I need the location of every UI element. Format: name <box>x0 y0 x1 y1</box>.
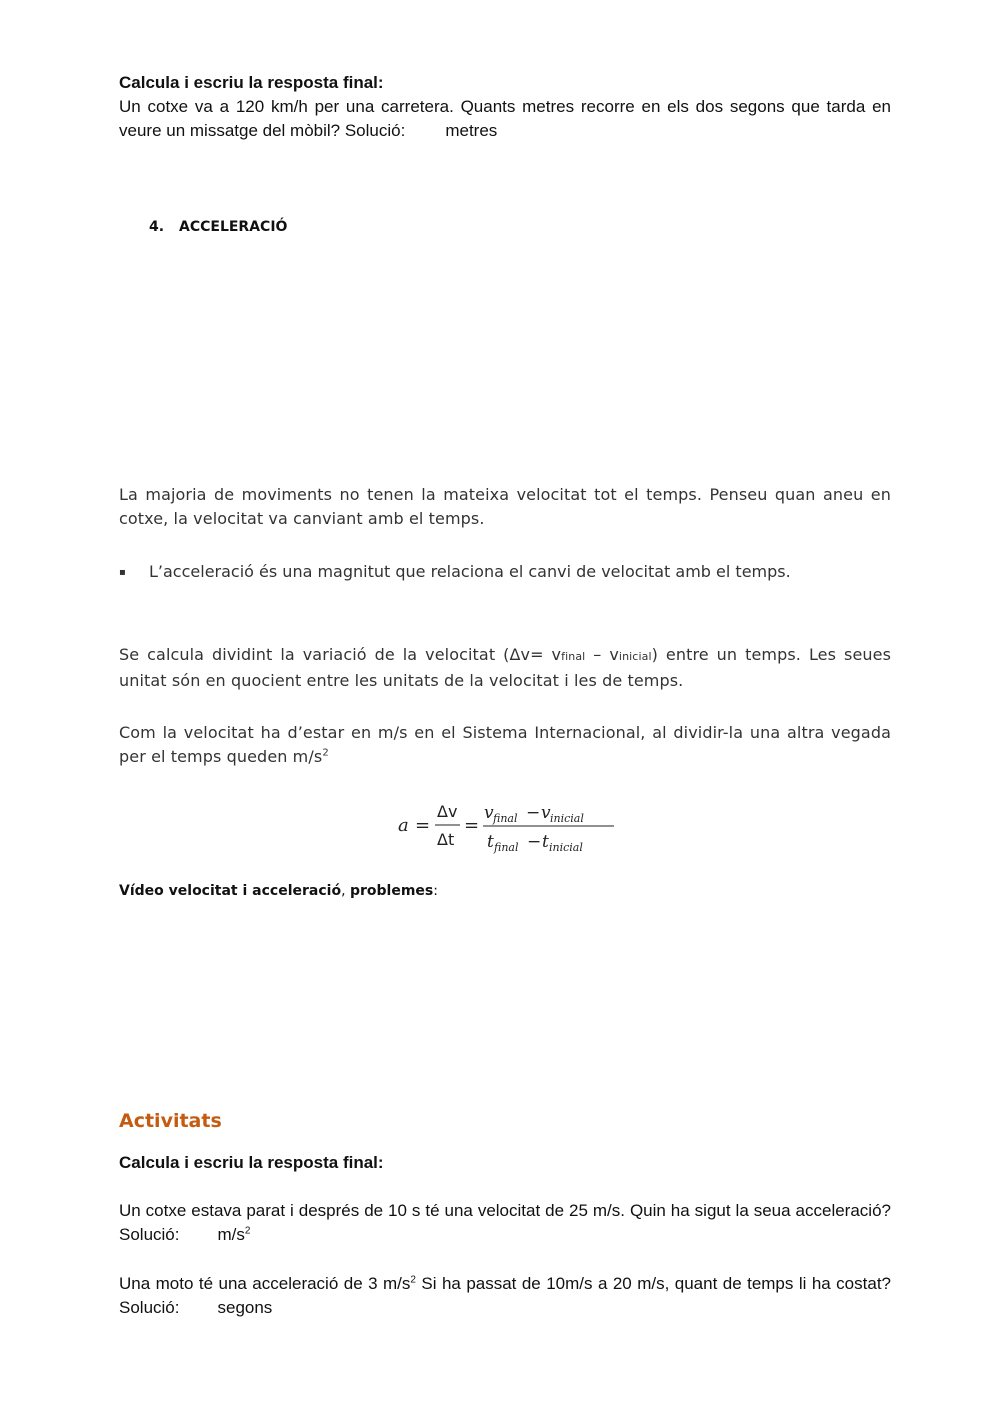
formula-delta-t: Δt <box>437 830 455 849</box>
formula-delta-v: Δv <box>437 802 458 821</box>
formula-a: a <box>398 815 409 836</box>
heading-title: ACCELERACIÓ <box>179 219 288 235</box>
question-body-3a: Una moto té una acceleració de 3 m/s <box>119 1274 411 1293</box>
bullet-item <box>119 562 791 581</box>
question-text <box>119 95 891 143</box>
formula-v-final: v <box>484 803 494 823</box>
subscript-final: final <box>561 650 586 663</box>
video-problems: problemes <box>349 883 434 899</box>
formula-v-inicial: v <box>541 803 551 823</box>
video-colon: : <box>433 883 438 899</box>
question-body-3-sup: 2 <box>410 1274 416 1286</box>
para2-text-2: – v <box>585 645 619 664</box>
para3-superscript: 2 <box>322 747 329 759</box>
calculation-paragraph <box>119 643 891 693</box>
formula-t-final: t <box>487 832 494 852</box>
question-instruction: Calcula i escriu la resposta final: <box>119 73 384 92</box>
question-instruction-2: Calcula i escriu la resposta final: <box>119 1153 384 1172</box>
para2-text-1: Se calcula dividint la variació de la velocitat (Δv= v <box>119 645 562 664</box>
video-label <box>119 883 438 899</box>
formula-minus-2: − <box>527 832 542 852</box>
formula-sub-inicial-2: inicial <box>549 841 583 854</box>
para2-text-3: ) entre un temps. Les seues unitat són en quocient entre les unitats de la velocitat i les de temps. <box>119 645 892 690</box>
formula-equals-1: = <box>415 815 431 836</box>
units-paragraph <box>119 721 891 769</box>
formula-equals-2: = <box>464 815 480 836</box>
section-heading <box>149 219 287 235</box>
formula-t-inicial: t <box>542 832 549 852</box>
question-text-2 <box>119 1199 891 1247</box>
answer-unit: metres <box>445 121 498 140</box>
intro-paragraph: La majoria de moviments no tenen la mateixa velocitat tot el temps. Penseu quan aneu en cotxe, la velocitat va canviant amb el temps. <box>119 485 891 528</box>
video-title: Vídeo velocitat i acceleració <box>119 883 342 899</box>
formula-sub-inicial-1: inicial <box>550 812 584 825</box>
formula-sub-final-1: final <box>493 812 518 825</box>
answer-unit-2: m/s <box>217 1225 245 1244</box>
question-body-2: Un cotxe estava parat i després de 10 s té una velocitat de 25 m/s. Quin ha sigut la seua acceleració? Solució: <box>119 1201 891 1244</box>
question-text-3 <box>119 1272 891 1320</box>
question-body-3b: Si ha passat de 10m/s a 20 m/s, quant de temps li ha costat? Solució: <box>119 1274 891 1317</box>
bullet-text: L’acceleració és una magnitut que relaciona el canvi de velocitat amb el temps. <box>149 562 791 581</box>
question-body: Un cotxe va a 120 km/h per una carretera. Quants metres recorre en els dos segons que tarda en veure un missatge del mòbil? Solució: <box>119 97 891 140</box>
question-block-2 <box>119 1151 891 1175</box>
answer-unit-2-sup: 2 <box>244 1225 251 1237</box>
acceleration-formula <box>398 798 618 858</box>
para3-text: Com la velocitat ha d’estar en m/s en el Sistema Internacional, al dividir-la una altra vegada per el temps queden m/s <box>119 723 891 766</box>
video-separator: , <box>341 883 350 899</box>
answer-unit-3: segons <box>217 1298 273 1317</box>
question-block-1 <box>119 71 891 143</box>
bullet-marker: ▪ <box>119 567 126 578</box>
heading-number: 4. <box>149 219 165 235</box>
formula-minus-1: − <box>526 803 541 823</box>
activitats-heading: Activitats <box>119 1110 222 1132</box>
subscript-inicial: inicial <box>618 650 652 663</box>
formula-sub-final-2: final <box>494 841 519 854</box>
